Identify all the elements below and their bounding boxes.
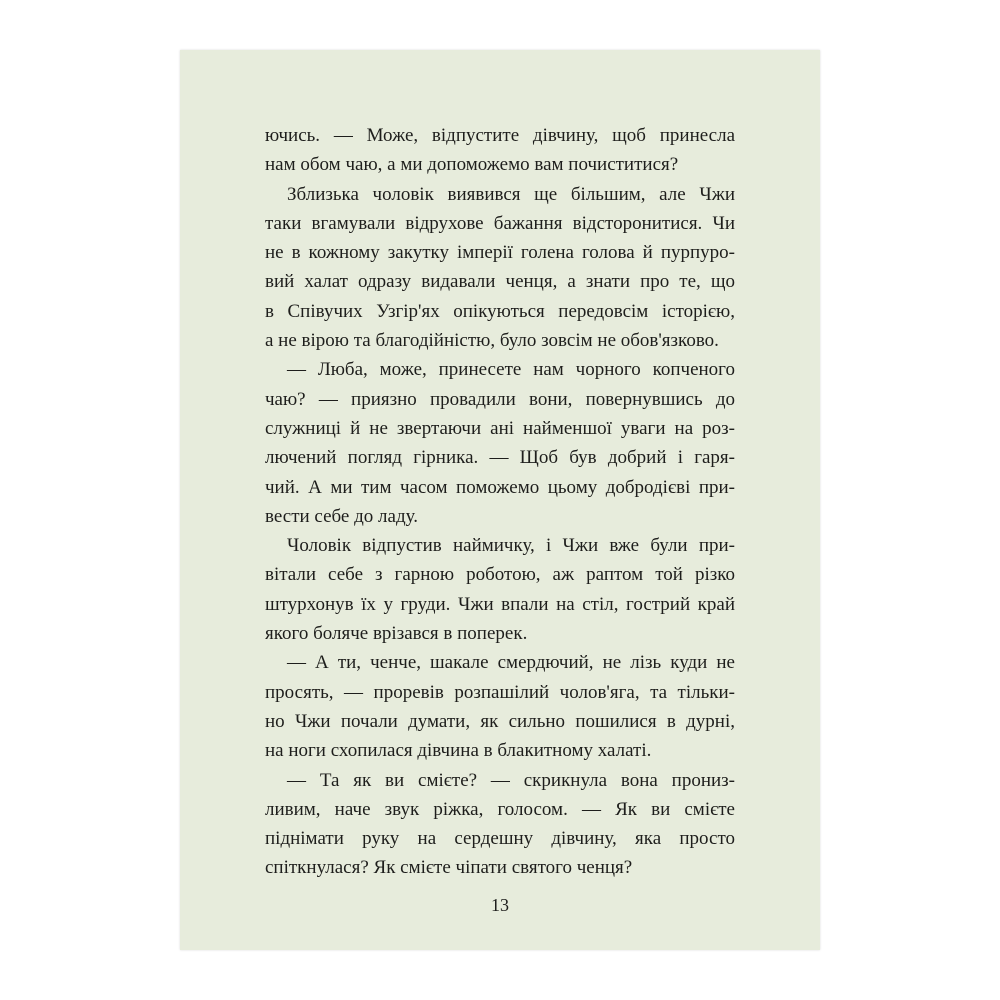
text-line: Чоловік відпустив наймичку, і Чжи вже були при- xyxy=(287,535,735,557)
text-line: просять, — проревів розпашілий чолов'яга, та тільки- xyxy=(265,681,735,703)
text-line: чий. А ми тим часом поможемо цьому добродієві при- xyxy=(265,476,735,498)
text-line: штурхонув їх у груди. Чжи впали на стіл, гострий край xyxy=(265,593,735,615)
text-line: вітали себе з гарною роботою, аж раптом той різко xyxy=(265,564,735,586)
text-line: вести себе до ладу. xyxy=(265,505,418,527)
text-line: спіткнулася? Як смієте чіпати святого ченця? xyxy=(265,857,633,879)
text-line: не в кожному закутку імперії голена голова й пурпуро- xyxy=(265,242,735,264)
text-line: — А ти, ченче, шакале смердючий, не лізь куди не xyxy=(287,652,735,674)
text-line: чаю? — приязно провадили вони, повернувшись до xyxy=(265,388,735,410)
text-line: — Та як ви смієте? — скрикнула вона прониз- xyxy=(287,769,735,791)
text-line: нам обом чаю, а ми допоможемо вам почиститися? xyxy=(265,154,679,176)
book-page xyxy=(180,50,820,950)
text-line: — Люба, може, принесете нам чорного копченого xyxy=(287,359,735,381)
text-line: ливим, наче звук ріжка, голосом. — Як ви смієте xyxy=(265,798,735,820)
text-line: якого боляче врізався в поперек. xyxy=(265,623,528,645)
text-line: в Співучих Узгір'ях опікуються передовсім історією, xyxy=(265,300,735,322)
text-line: ючись. — Може, відпустите дівчину, щоб принесла xyxy=(265,125,735,146)
text-line: но Чжи почали думати, як сильно пошилися в дурні, xyxy=(265,710,735,732)
text-line: піднімати руку на сердешну дівчину, яка просто xyxy=(265,828,735,850)
text-line: Зблизька чоловік виявився ще більшим, але Чжи xyxy=(287,183,735,205)
text-line: а не вірою та благодійністю, було зовсім не обов'язково. xyxy=(265,330,719,352)
page-number: 13 xyxy=(491,895,509,915)
body-text xyxy=(265,121,735,883)
text-line: на ноги схопилася дівчина в блакитному халаті. xyxy=(265,740,652,762)
text-line: таки вгамували відрухове бажання відсторонитися. Чи xyxy=(265,212,735,234)
text-line: вий халат одразу видавали ченця, а знати про те, що xyxy=(265,271,735,293)
text-line: служниці й не звертаючи ані найменшої уваги на роз- xyxy=(265,417,735,439)
text-line: лючений погляд гірника. — Щоб був добрий і гаря- xyxy=(265,447,735,469)
